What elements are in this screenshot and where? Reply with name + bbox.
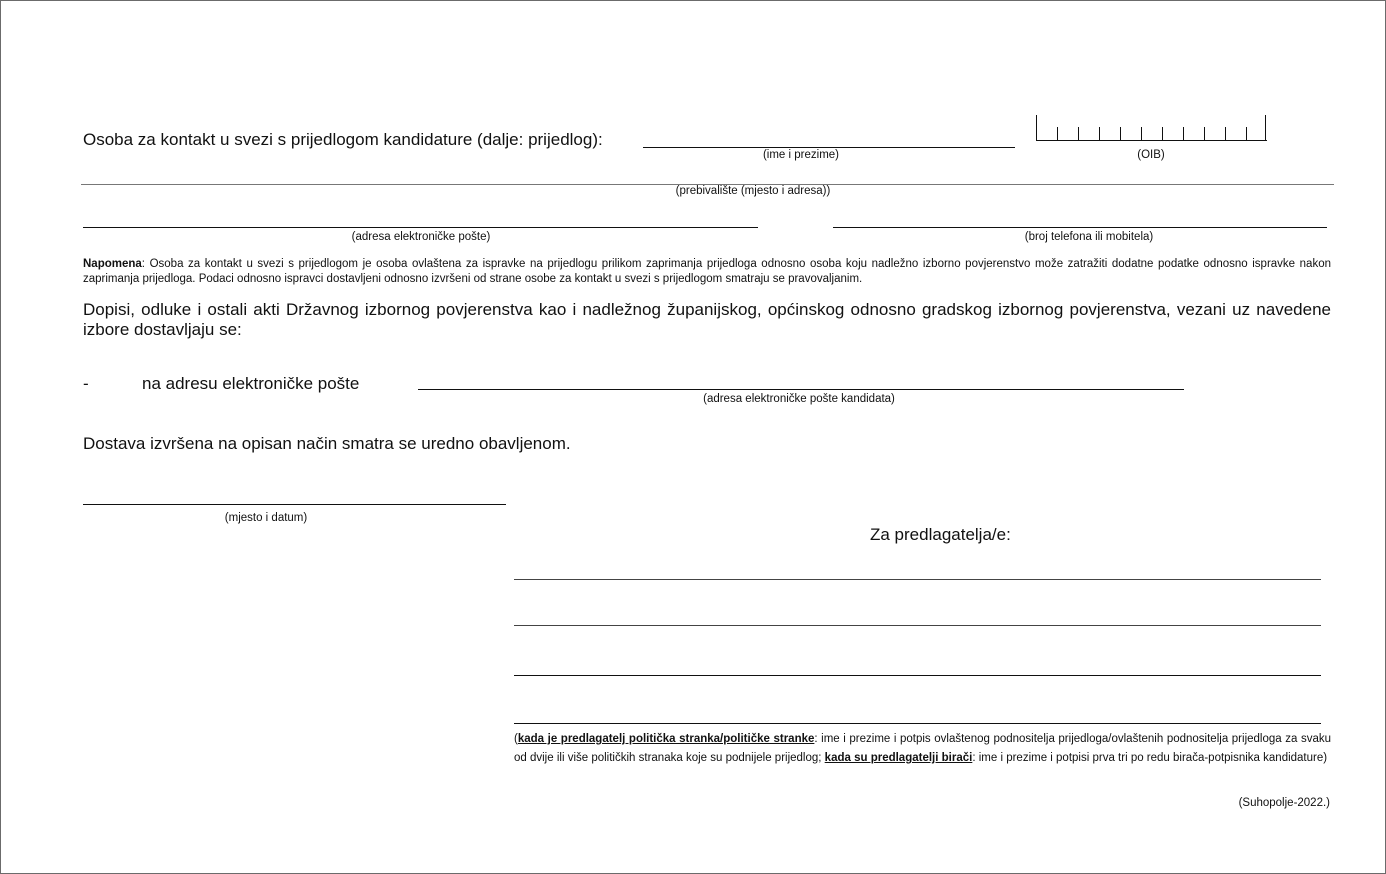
contact-name-line[interactable] bbox=[643, 147, 1015, 148]
party-label: kada je predlagatelj politička stranka/političke stranke bbox=[517, 733, 815, 745]
candidate-email-line[interactable] bbox=[418, 389, 1184, 390]
place-date-line[interactable] bbox=[83, 504, 506, 505]
signature-line-1[interactable] bbox=[514, 579, 1321, 580]
residence-caption: (prebivalište (mjesto i adresa)) bbox=[675, 185, 831, 197]
form-footer: (Suhopolje-2022.) bbox=[1238, 797, 1330, 809]
delivery-intro: Dopisi, odluke i ostali akti Državnog izbornog povjerenstva kao i nadležnog županijskog, općinskog odnosno gradskog izbornog povjerenstva, vezani uz navedene izbore dostavljaju se: bbox=[83, 300, 1331, 339]
contact-label: Osoba za kontakt u svezi s prijedlogom kandidature (dalje: prijedlog): bbox=[83, 130, 603, 149]
voters-label: kada su predlagatelji birači bbox=[824, 752, 973, 764]
signature-line-4[interactable] bbox=[514, 723, 1321, 724]
bullet-dash: - bbox=[83, 374, 89, 393]
phone-caption: (broj telefona ili mobitela) bbox=[1024, 231, 1154, 243]
candidate-email-caption: (adresa elektroničke pošte kandidata) bbox=[703, 393, 895, 405]
email-line[interactable] bbox=[83, 227, 758, 228]
oib-input-boxes[interactable] bbox=[1036, 115, 1267, 141]
signature-line-3[interactable] bbox=[514, 675, 1321, 676]
note-label: Napomena bbox=[83, 258, 142, 270]
place-date-caption: (mjesto i datum) bbox=[224, 512, 308, 524]
phone-line[interactable] bbox=[833, 227, 1327, 228]
proposer-footnote: (kada je predlagatelj politička stranka/političke stranke: ime i prezime i potpis ovlaštenog podnositelja prijedloga/ovlaštenih podnositelja prijedloga za svaku od dvije ili više političkih stranaka koje su podnijele prijedlog; kada su predlagatelji birači: ime i prezime i potpisi prva tri po redu birača-potpisnika kandidature) bbox=[514, 733, 1331, 764]
note-text: : Osoba za kontakt u svezi s prijedlogom je osoba ovlaštena za ispravke na prijedlogu prilikom zaprimanja prijedloga odnosno osoba koju nadležno izborno povjerenstvo može zatražiti dodatne podatke odnosno ispravke nakon zaprimanja prijedloga. Podaci odnosno ispravci dostavljeni odnosno izvršeni od strane osobe za kontakt u svezi s prijedlogom smatraju se pravovaljanim. bbox=[83, 258, 1331, 285]
note-paragraph bbox=[83, 257, 1331, 287]
signature-line-2[interactable] bbox=[514, 625, 1321, 626]
email-delivery-label: na adresu elektroničke pošte bbox=[142, 374, 360, 393]
name-caption: (ime i prezime) bbox=[762, 149, 840, 161]
email-caption: (adresa elektroničke pošte) bbox=[351, 231, 491, 243]
delivery-conclusion: Dostava izvršena na opisan način smatra se uredno obavljenom. bbox=[83, 434, 571, 453]
oib-caption: (OIB) bbox=[1137, 149, 1165, 161]
proposer-heading: Za predlagatelja/e: bbox=[870, 525, 1011, 544]
